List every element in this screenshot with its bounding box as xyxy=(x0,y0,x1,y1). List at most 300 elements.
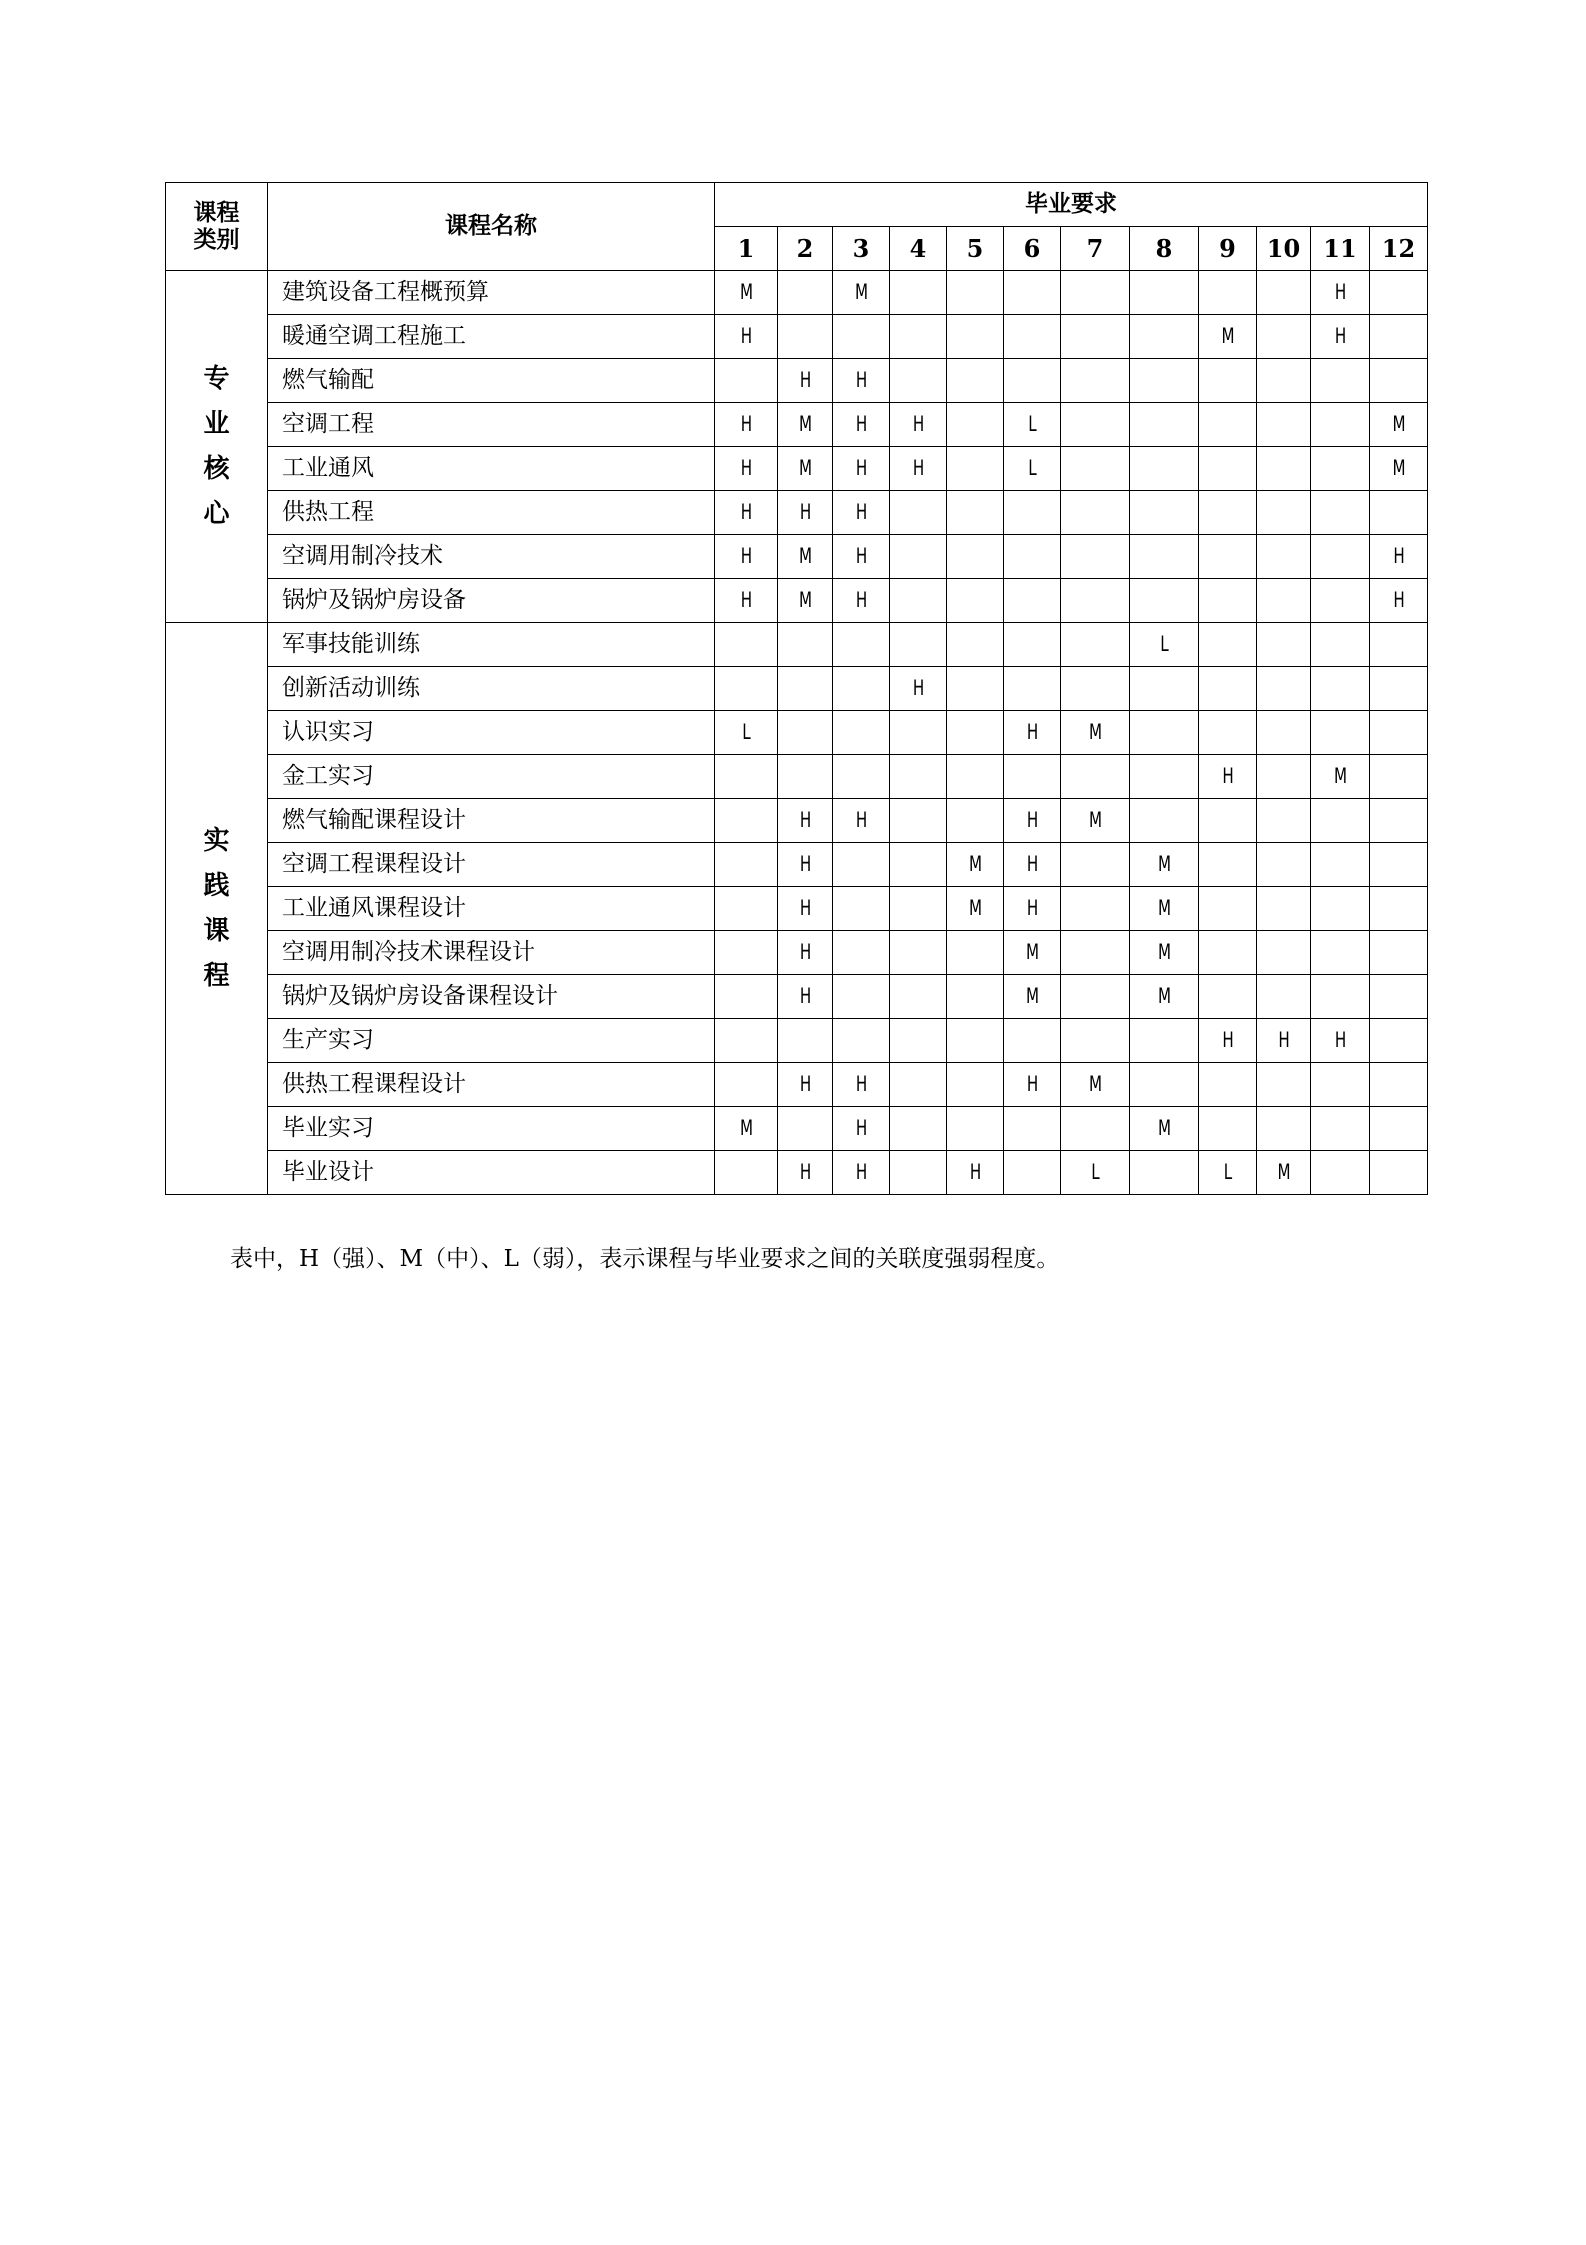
relevance-cell xyxy=(895,931,941,975)
relevance-cell xyxy=(1262,1063,1305,1107)
relevance-cell xyxy=(1136,579,1191,623)
relevance-cell xyxy=(1067,359,1122,403)
relevance-cell xyxy=(1316,359,1363,403)
relevance-cell: H xyxy=(895,447,941,491)
relevance-cell xyxy=(952,447,998,491)
relevance-cell: H xyxy=(838,359,884,403)
relevance-cell xyxy=(952,755,998,799)
requirement-number-3: 3 xyxy=(833,227,890,271)
course-name-cell: 暖通空调工程施工 xyxy=(268,315,715,359)
course-requirement-matrix xyxy=(165,182,1428,1195)
relevance-cell xyxy=(1262,315,1305,359)
relevance-cell xyxy=(1009,359,1055,403)
relevance-cell xyxy=(783,271,827,315)
relevance-cell xyxy=(952,359,998,403)
relevance-cell xyxy=(1375,755,1421,799)
requirement-number-4: 4 xyxy=(890,227,947,271)
requirement-number-7: 7 xyxy=(1061,227,1130,271)
relevance-cell xyxy=(1262,491,1305,535)
course-name-cell: 空调用制冷技术 xyxy=(268,535,715,579)
relevance-cell xyxy=(952,1063,998,1107)
course-name-cell: 燃气输配 xyxy=(268,359,715,403)
relevance-cell xyxy=(721,1063,771,1107)
relevance-cell xyxy=(1009,315,1055,359)
relevance-cell xyxy=(1375,1107,1421,1151)
requirement-number-11: 11 xyxy=(1311,227,1370,271)
relevance-cell: H xyxy=(1009,1063,1055,1107)
relevance-cell xyxy=(895,535,941,579)
relevance-cell xyxy=(952,403,998,447)
relevance-cell: H xyxy=(838,1151,884,1195)
relevance-cell: M xyxy=(1136,931,1191,975)
relevance-cell xyxy=(1009,1019,1055,1063)
table-row xyxy=(166,1019,1428,1063)
relevance-cell xyxy=(1375,491,1421,535)
relevance-cell xyxy=(1067,315,1122,359)
relevance-cell xyxy=(1262,975,1305,1019)
relevance-cell xyxy=(1067,1107,1122,1151)
table-row xyxy=(166,931,1428,975)
requirement-number-1: 1 xyxy=(715,227,778,271)
relevance-cell xyxy=(1375,843,1421,887)
relevance-cell xyxy=(721,843,771,887)
relevance-cell: H xyxy=(1009,711,1055,755)
relevance-cell xyxy=(1262,359,1305,403)
table-row xyxy=(166,799,1428,843)
table-row xyxy=(166,491,1428,535)
relevance-cell xyxy=(721,931,771,975)
relevance-cell xyxy=(1262,535,1305,579)
relevance-cell xyxy=(1204,491,1250,535)
relevance-cell xyxy=(1316,711,1363,755)
relevance-cell: H xyxy=(721,491,771,535)
relevance-cell xyxy=(838,623,884,667)
relevance-cell xyxy=(1316,887,1363,931)
relevance-cell xyxy=(1204,403,1250,447)
relevance-cell xyxy=(1204,711,1250,755)
relevance-cell xyxy=(1375,1151,1421,1195)
table-row xyxy=(166,271,1428,315)
relevance-cell: H xyxy=(838,579,884,623)
relevance-cell xyxy=(895,359,941,403)
table-row xyxy=(166,843,1428,887)
table-row xyxy=(166,403,1428,447)
relevance-cell: H xyxy=(838,491,884,535)
relevance-cell: H xyxy=(783,887,827,931)
relevance-cell xyxy=(721,799,771,843)
requirement-number-2: 2 xyxy=(778,227,833,271)
relevance-cell: H xyxy=(1009,799,1055,843)
relevance-cell: M xyxy=(1067,799,1122,843)
relevance-cell: H xyxy=(721,579,771,623)
course-name-cell: 金工实习 xyxy=(268,755,715,799)
relevance-cell: L xyxy=(1204,1151,1250,1195)
relevance-cell xyxy=(1316,579,1363,623)
relevance-cell xyxy=(1375,623,1421,667)
relevance-cell xyxy=(1204,271,1250,315)
relevance-cell xyxy=(1204,1107,1250,1151)
relevance-cell xyxy=(1262,755,1305,799)
relevance-cell: H xyxy=(895,403,941,447)
relevance-cell: H xyxy=(783,799,827,843)
relevance-cell xyxy=(1009,491,1055,535)
relevance-cell xyxy=(1262,623,1305,667)
relevance-cell xyxy=(1204,535,1250,579)
relevance-cell xyxy=(895,491,941,535)
relevance-cell xyxy=(952,1019,998,1063)
relevance-cell xyxy=(1067,271,1122,315)
relevance-cell xyxy=(1009,755,1055,799)
relevance-cell xyxy=(783,1107,827,1151)
relevance-cell xyxy=(1316,491,1363,535)
header-row-top xyxy=(166,183,1428,227)
relevance-cell: H xyxy=(1316,315,1363,359)
relevance-cell xyxy=(838,755,884,799)
relevance-cell xyxy=(1009,1107,1055,1151)
table-note: 表中，H（强）、M（中）、L（弱），表示课程与毕业要求之间的关联度强弱程度。 xyxy=(230,1246,1060,1272)
relevance-cell xyxy=(952,799,998,843)
table-row xyxy=(166,755,1428,799)
relevance-cell xyxy=(1136,359,1191,403)
relevance-cell: H xyxy=(952,1151,998,1195)
relevance-cell: M xyxy=(1316,755,1363,799)
relevance-cell xyxy=(952,667,998,711)
relevance-cell xyxy=(1375,271,1421,315)
relevance-cell: M xyxy=(783,535,827,579)
relevance-cell xyxy=(952,491,998,535)
relevance-cell: H xyxy=(1375,579,1421,623)
relevance-cell xyxy=(895,711,941,755)
table-row xyxy=(166,623,1428,667)
relevance-cell xyxy=(1262,843,1305,887)
relevance-cell xyxy=(1009,535,1055,579)
table-row xyxy=(166,315,1428,359)
relevance-cell xyxy=(1316,1151,1363,1195)
relevance-cell xyxy=(1375,667,1421,711)
relevance-cell xyxy=(1136,755,1191,799)
relevance-cell xyxy=(1009,271,1055,315)
relevance-cell xyxy=(1375,315,1421,359)
relevance-cell xyxy=(895,579,941,623)
relevance-cell: H xyxy=(783,975,827,1019)
relevance-cell: M xyxy=(952,843,998,887)
relevance-cell xyxy=(1136,491,1191,535)
relevance-cell: H xyxy=(721,447,771,491)
course-name-cell: 毕业实习 xyxy=(268,1107,715,1151)
relevance-cell xyxy=(1067,887,1122,931)
relevance-cell xyxy=(783,623,827,667)
relevance-cell: M xyxy=(1136,843,1191,887)
relevance-cell xyxy=(895,799,941,843)
relevance-cell: H xyxy=(721,535,771,579)
course-name-cell: 燃气输配课程设计 xyxy=(268,799,715,843)
relevance-cell xyxy=(783,667,827,711)
relevance-cell xyxy=(1204,887,1250,931)
relevance-cell: L xyxy=(1067,1151,1122,1195)
requirement-number-12: 12 xyxy=(1370,227,1428,271)
course-name-cell: 军事技能训练 xyxy=(268,623,715,667)
relevance-cell xyxy=(1204,359,1250,403)
category-cell: 专 业 核 心 xyxy=(166,271,268,623)
relevance-cell: M xyxy=(1262,1151,1305,1195)
table-row xyxy=(166,579,1428,623)
relevance-cell xyxy=(1136,535,1191,579)
relevance-cell: H xyxy=(838,1063,884,1107)
relevance-cell: H xyxy=(783,1151,827,1195)
relevance-cell xyxy=(1204,843,1250,887)
relevance-cell xyxy=(1136,403,1191,447)
relevance-cell xyxy=(1262,1107,1305,1151)
relevance-cell xyxy=(1316,447,1363,491)
table-row xyxy=(166,887,1428,931)
requirement-number-9: 9 xyxy=(1199,227,1257,271)
relevance-cell: M xyxy=(1009,975,1055,1019)
relevance-cell xyxy=(1009,667,1055,711)
relevance-cell: H xyxy=(838,535,884,579)
relevance-cell xyxy=(1204,975,1250,1019)
relevance-cell xyxy=(952,579,998,623)
relevance-cell xyxy=(952,1107,998,1151)
category-header: 课程 类别 xyxy=(166,183,268,271)
relevance-cell xyxy=(1136,1063,1191,1107)
relevance-cell xyxy=(783,755,827,799)
relevance-cell xyxy=(1316,403,1363,447)
relevance-cell xyxy=(895,843,941,887)
course-name-cell: 生产实习 xyxy=(268,1019,715,1063)
relevance-cell: M xyxy=(1067,1063,1122,1107)
relevance-cell: H xyxy=(1009,843,1055,887)
requirements-header: 毕业要求 xyxy=(715,183,1428,227)
relevance-cell xyxy=(1262,403,1305,447)
relevance-cell xyxy=(1067,403,1122,447)
relevance-cell xyxy=(1067,843,1122,887)
relevance-cell xyxy=(1316,623,1363,667)
relevance-cell xyxy=(895,1107,941,1151)
relevance-cell xyxy=(1067,623,1122,667)
relevance-cell xyxy=(721,755,771,799)
relevance-cell xyxy=(838,1019,884,1063)
relevance-cell: M xyxy=(838,271,884,315)
relevance-cell xyxy=(1136,711,1191,755)
relevance-cell xyxy=(895,623,941,667)
relevance-cell xyxy=(1009,579,1055,623)
relevance-cell xyxy=(895,975,941,1019)
table-row xyxy=(166,975,1428,1019)
course-name-cell: 锅炉及锅炉房设备 xyxy=(268,579,715,623)
relevance-cell xyxy=(1204,931,1250,975)
relevance-cell xyxy=(721,667,771,711)
relevance-cell xyxy=(1262,579,1305,623)
matrix-body xyxy=(166,271,1428,1195)
relevance-cell xyxy=(1067,755,1122,799)
table-row xyxy=(166,667,1428,711)
requirement-number-6: 6 xyxy=(1004,227,1061,271)
relevance-cell xyxy=(838,975,884,1019)
relevance-cell xyxy=(1316,1063,1363,1107)
course-name-cell: 创新活动训练 xyxy=(268,667,715,711)
relevance-cell: M xyxy=(783,579,827,623)
relevance-cell xyxy=(1067,1019,1122,1063)
relevance-cell: H xyxy=(838,403,884,447)
relevance-cell xyxy=(1316,975,1363,1019)
relevance-cell xyxy=(895,315,941,359)
relevance-cell xyxy=(952,535,998,579)
relevance-cell xyxy=(1375,1063,1421,1107)
course-name-cell: 建筑设备工程概预算 xyxy=(268,271,715,315)
relevance-cell: H xyxy=(1316,271,1363,315)
relevance-cell: H xyxy=(838,799,884,843)
relevance-cell xyxy=(783,315,827,359)
relevance-cell xyxy=(721,887,771,931)
relevance-cell: M xyxy=(1009,931,1055,975)
relevance-cell xyxy=(838,315,884,359)
requirement-number-8: 8 xyxy=(1130,227,1199,271)
relevance-cell: M xyxy=(721,1107,771,1151)
course-name-cell: 空调工程课程设计 xyxy=(268,843,715,887)
relevance-cell: H xyxy=(1204,1019,1250,1063)
course-name-cell: 工业通风 xyxy=(268,447,715,491)
relevance-cell xyxy=(1375,931,1421,975)
relevance-cell xyxy=(1316,1107,1363,1151)
relevance-cell xyxy=(721,1019,771,1063)
relevance-cell: M xyxy=(1204,315,1250,359)
relevance-cell: M xyxy=(1136,887,1191,931)
relevance-cell xyxy=(838,887,884,931)
relevance-cell: M xyxy=(783,447,827,491)
relevance-cell xyxy=(1316,843,1363,887)
relevance-cell: H xyxy=(838,1107,884,1151)
relevance-cell xyxy=(1375,1019,1421,1063)
relevance-cell xyxy=(1136,315,1191,359)
relevance-cell xyxy=(1375,359,1421,403)
relevance-cell xyxy=(1136,447,1191,491)
relevance-cell: L xyxy=(1009,403,1055,447)
table-row xyxy=(166,1151,1428,1195)
relevance-cell xyxy=(1316,667,1363,711)
relevance-cell xyxy=(1136,1151,1191,1195)
table-row xyxy=(166,535,1428,579)
relevance-cell xyxy=(1067,535,1122,579)
relevance-cell xyxy=(952,975,998,1019)
relevance-cell xyxy=(721,623,771,667)
relevance-cell xyxy=(1204,447,1250,491)
relevance-cell xyxy=(895,271,941,315)
course-name-cell: 认识实习 xyxy=(268,711,715,755)
relevance-cell xyxy=(952,931,998,975)
relevance-cell: H xyxy=(838,447,884,491)
table-row xyxy=(166,447,1428,491)
course-name-cell: 毕业设计 xyxy=(268,1151,715,1195)
relevance-cell xyxy=(1067,579,1122,623)
relevance-cell: L xyxy=(1136,623,1191,667)
relevance-cell: H xyxy=(721,403,771,447)
course-name-cell: 空调用制冷技术课程设计 xyxy=(268,931,715,975)
relevance-cell xyxy=(1067,975,1122,1019)
relevance-cell: H xyxy=(783,359,827,403)
relevance-cell: H xyxy=(783,491,827,535)
relevance-cell: M xyxy=(1375,447,1421,491)
course-name-header: 课程名称 xyxy=(268,183,715,271)
relevance-cell xyxy=(1204,1063,1250,1107)
relevance-cell xyxy=(1262,931,1305,975)
relevance-cell: M xyxy=(952,887,998,931)
relevance-cell xyxy=(1067,491,1122,535)
relevance-cell: M xyxy=(1375,403,1421,447)
relevance-cell xyxy=(952,623,998,667)
table-row xyxy=(166,711,1428,755)
relevance-cell: L xyxy=(721,711,771,755)
relevance-cell: H xyxy=(783,1063,827,1107)
relevance-cell xyxy=(1009,623,1055,667)
relevance-cell xyxy=(1262,667,1305,711)
relevance-cell xyxy=(721,1151,771,1195)
table-row xyxy=(166,1107,1428,1151)
relevance-cell xyxy=(952,271,998,315)
requirement-number-5: 5 xyxy=(947,227,1004,271)
relevance-cell xyxy=(1067,931,1122,975)
table-row xyxy=(166,1063,1428,1107)
relevance-cell xyxy=(1316,799,1363,843)
relevance-cell xyxy=(895,1063,941,1107)
relevance-cell xyxy=(1375,975,1421,1019)
relevance-cell: H xyxy=(721,315,771,359)
relevance-cell xyxy=(895,887,941,931)
relevance-cell xyxy=(1375,799,1421,843)
relevance-cell: H xyxy=(1204,755,1250,799)
relevance-cell: H xyxy=(783,843,827,887)
relevance-cell: H xyxy=(895,667,941,711)
relevance-cell: H xyxy=(1375,535,1421,579)
relevance-cell: M xyxy=(783,403,827,447)
relevance-cell xyxy=(1262,887,1305,931)
course-name-cell: 锅炉及锅炉房设备课程设计 xyxy=(268,975,715,1019)
relevance-cell xyxy=(1262,711,1305,755)
relevance-cell: H xyxy=(1009,887,1055,931)
relevance-cell xyxy=(1067,447,1122,491)
relevance-cell: M xyxy=(1067,711,1122,755)
course-name-cell: 工业通风课程设计 xyxy=(268,887,715,931)
relevance-cell xyxy=(1136,799,1191,843)
relevance-cell xyxy=(952,315,998,359)
relevance-cell xyxy=(1009,1151,1055,1195)
relevance-cell xyxy=(721,359,771,403)
relevance-cell xyxy=(838,711,884,755)
course-name-cell: 空调工程 xyxy=(268,403,715,447)
course-name-cell: 供热工程 xyxy=(268,491,715,535)
relevance-cell xyxy=(1204,799,1250,843)
relevance-cell: L xyxy=(1009,447,1055,491)
relevance-cell xyxy=(1375,711,1421,755)
category-cell: 实 践 课 程 xyxy=(166,623,268,1195)
relevance-cell xyxy=(1375,887,1421,931)
relevance-cell: H xyxy=(1262,1019,1305,1063)
relevance-cell: H xyxy=(783,931,827,975)
relevance-cell xyxy=(1316,931,1363,975)
relevance-cell xyxy=(1204,667,1250,711)
relevance-cell xyxy=(1204,579,1250,623)
requirement-number-10: 10 xyxy=(1257,227,1311,271)
relevance-cell xyxy=(895,755,941,799)
course-name-cell: 供热工程课程设计 xyxy=(268,1063,715,1107)
table-row xyxy=(166,359,1428,403)
relevance-cell xyxy=(895,1019,941,1063)
relevance-cell xyxy=(838,843,884,887)
relevance-cell: M xyxy=(721,271,771,315)
relevance-cell xyxy=(1204,623,1250,667)
relevance-cell xyxy=(838,667,884,711)
relevance-cell xyxy=(1136,667,1191,711)
relevance-cell xyxy=(1067,667,1122,711)
